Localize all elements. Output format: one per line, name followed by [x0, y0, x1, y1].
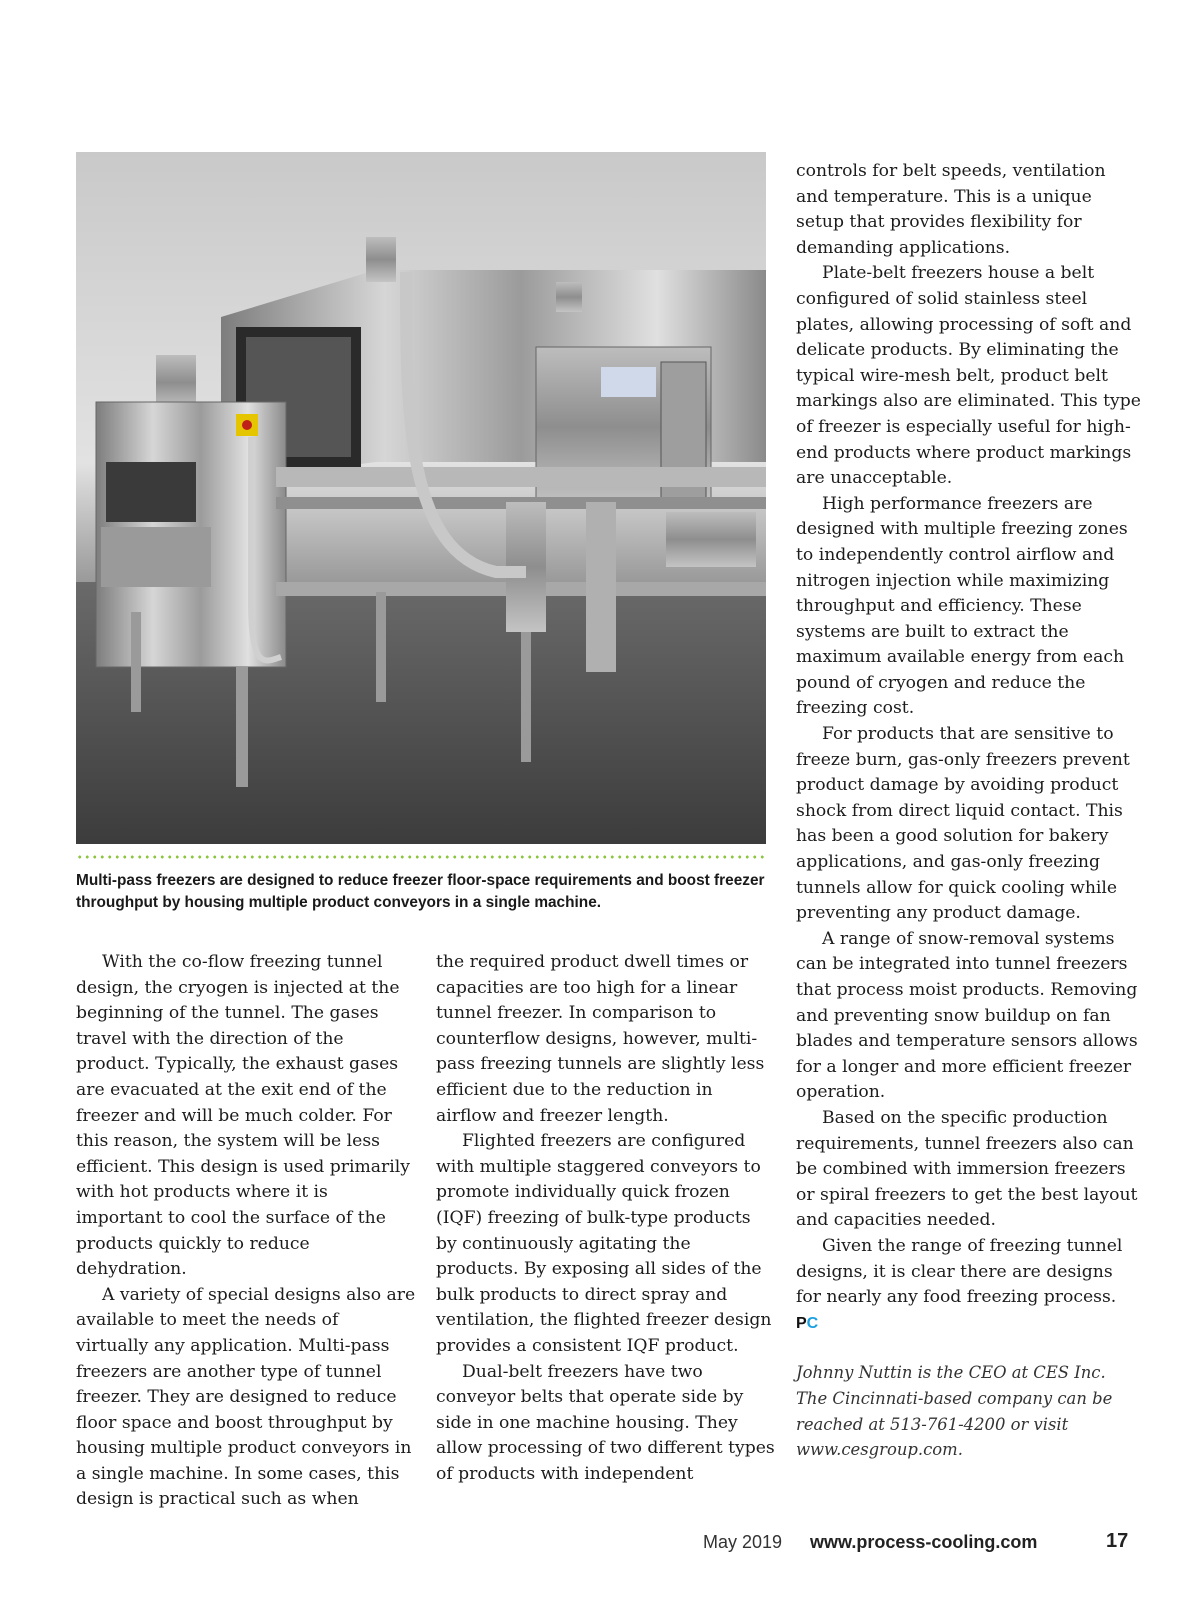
paragraph: A range of snow-removal systems can be integrated into tunnel freezers that process moist products. Removing and preventing snow buildup on fan blades and temperature sensors allows for a longer and more efficient freezer operation. [796, 928, 1138, 1103]
author-bio: Johnny Nuttin is the CEO at CES Inc. The Cincinnati-based company can be reached at 513-761-4200 or visit www.cesgroup.com. [796, 1363, 1113, 1460]
photo-caption: Multi-pass freezers are designed to reduce freezer floor-space requirements and boost freezer throughput by housing multiple product conveyors in a single machine. [76, 872, 765, 911]
column-2 [436, 950, 776, 1487]
footer-url[interactable]: www.process-cooling.com [810, 1532, 1038, 1552]
paragraph: the required product dwell times or capacities are too high for a linear tunnel freezer. In comparison to counterflow designs, however, multi-pass freezing tunnels are slightly less efficient due to the reduction in airflow and freezer length. [436, 952, 765, 1126]
page-footer [0, 1532, 1200, 1562]
paragraph: Dual-belt freezers have two conveyor belts that operate side by side in one machine housing. They allow processing of two different types of products with independent [436, 1361, 775, 1484]
paragraph: Based on the specific production requirements, tunnel freezers also can be combined with immersion freezers or spiral freezers to get the best layout and capacities needed. [796, 1107, 1138, 1231]
end-mark [796, 1311, 1141, 1337]
paragraph: Plate-belt freezers house a belt configured of solid stainless steel plates, allowing processing of soft and delicate products. By eliminating the typical wire-mesh belt, product belt markings also are eliminated. This type of freezer is especially useful for high-end products where product markings are unacceptable. [796, 263, 1141, 489]
footer-date: May 2019 [703, 1532, 783, 1552]
paragraph: High performance freezers are designed with multiple freezing zones to independently control airflow and nitrogen injection while maximizing throughput and efficiency. These systems are built to extract the maximum available energy from each pound of cryogen and reduce the freezing cost. [796, 493, 1128, 719]
column-1 [76, 950, 416, 1513]
paragraph: With the co-flow freezing tunnel design, the cryogen is injected at the beginning of the tunnel. The gases travel with the direction of the product. Typically, the exhaust gases are evacuated at the exit end of the freezer and will be much colder. For this reason, the system will be less efficient. This design is used primarily with hot products where it is important to cool the surface of the products quickly to reduce dehydration. [76, 952, 410, 1280]
end-mark-c: C [806, 1314, 819, 1332]
paragraph: A variety of special designs also are available to meet the needs of virtually any application. Multi-pass freezers are another type of tunnel freezer. They are designed to reduce floor space and boost throughput by housing multiple product conveyors in a single machine. In some cases, this design is practical such as when [76, 1284, 416, 1510]
caption-divider-dots [76, 855, 766, 859]
page-number: 17 [1106, 1530, 1129, 1552]
freezer-photo [76, 152, 766, 844]
paragraph: controls for belt speeds, ventilation and temperature. This is a unique setup that provides flexibility for demanding applications. [796, 161, 1106, 258]
paragraph: Flighted freezers are configured with multiple staggered conveyors to promote individually quick frozen (IQF) freezing of bulk-type products by continuously agitating the products. By exposing all sides of the bulk products to direct spray and ventilation, the flighted freezer design provides a consistent IQF product. [436, 1131, 772, 1356]
paragraph: Given the range of freezing tunnel designs, it is clear there are designs for nearly any food freezing process. [796, 1235, 1123, 1308]
column-3 [796, 159, 1141, 1463]
paragraph: For products that are sensitive to freeze burn, gas-only freezers prevent product damage by avoiding product shock from direct liquid contact. This has been a good solution for bakery applications, and gas-only freezing tunnels allow for quick cooling while preventing any product damage. [796, 724, 1130, 924]
end-mark-p: P [796, 1314, 807, 1332]
